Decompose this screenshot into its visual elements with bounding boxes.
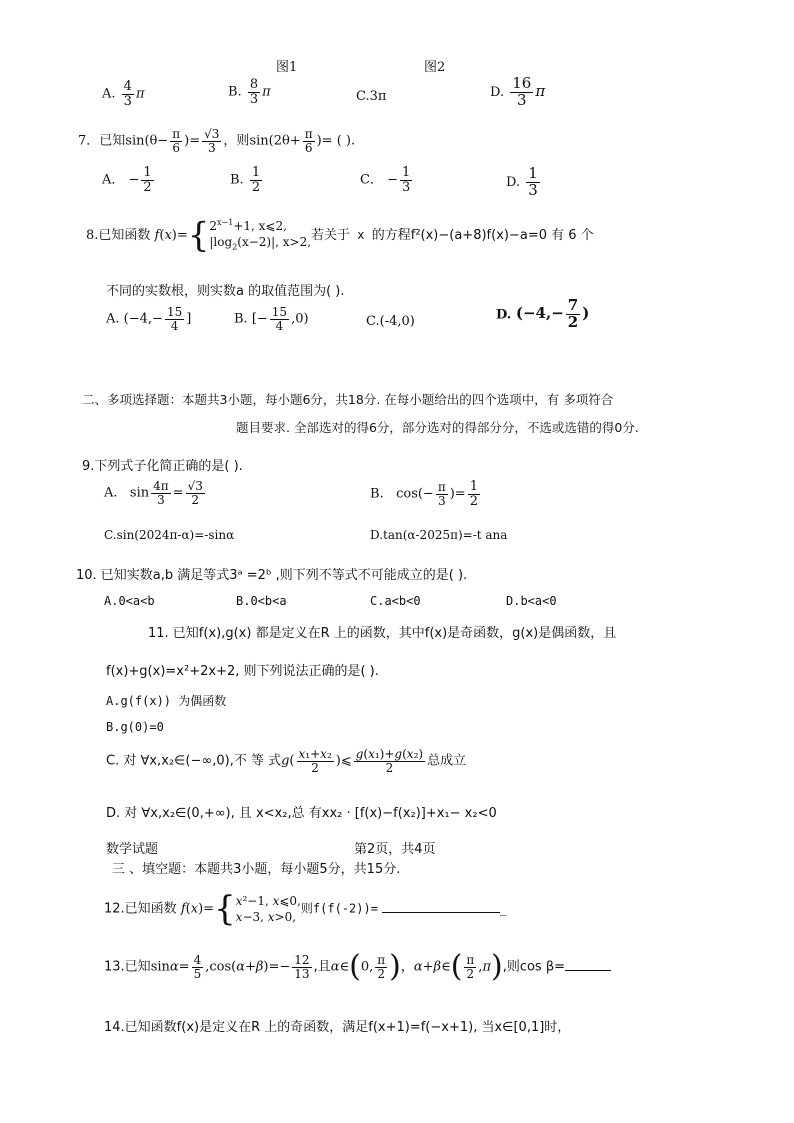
q8-option-b: B. [− $\frac{15}{4}$ ,0) bbox=[234, 305, 309, 333]
q13-stem: 13.已知sinα= $\frac{4}{5}$ ,cos(α+β)=− $\frac{12}{13}$ ,且α∈(0, $\frac{\pi}{2}$ )，α+β∈( $\frac{\pi}{2}$ ,π),则cos β= bbox=[104, 952, 611, 982]
q7-option-d: D. $\frac{1}{3}$ bbox=[506, 164, 538, 199]
q11-option-b: B.g(0)=0 bbox=[106, 720, 164, 734]
figure-2-label: 图2 bbox=[424, 60, 446, 75]
q11-option-d: D. 对 ∀x,x₂∈(0,+∞), 且 x<x₂,总 有xx₂ · [f(x)−f(x₂)]+x₁− x₂<0 bbox=[106, 806, 497, 821]
q6-option-a: A. $\frac{4}{3}$ π bbox=[102, 79, 145, 109]
q9-stem: 9.下列式子化简正确的是( ). bbox=[82, 459, 243, 474]
q7-option-c: C． − $\frac{1}{3}$ bbox=[360, 165, 411, 195]
figure-1-label: 图1 bbox=[276, 60, 298, 75]
q11-option-a: A.g(f(x)) 为偶函数 bbox=[106, 694, 227, 708]
q12-stem: 12.已知函数 f(x)={ x²−1, x⩽0, x−3, x>0, 则f(f(-2))= _ bbox=[104, 889, 507, 929]
q8-stem: 8.已知函数 f(x)={ $2^{x-1}+1$, x⩽2, $|\log_2(x-2)|$, x>2, 若关于 x 的方程f²(x)−(a+8)f(x)−a=0 有 6 个 bbox=[86, 215, 594, 256]
q9-option-a: A. sin $\frac{4\pi}{3}$ = $\frac{√3}{2}$ bbox=[104, 479, 203, 507]
q10-stem: 10. 已知实数a,b 满足等式3ᵃ =2ᵇ ,则下列不等式不可能成立的是( ). bbox=[76, 568, 468, 583]
q10-option-a: A.0<a<b bbox=[104, 594, 155, 608]
section2-heading-line1: 二、多项选择题：本题共3小题，每小题6分，共18分. 在每小题给出的四个选项中，有 多项符合 bbox=[82, 392, 614, 407]
page-footer-subject: 数学试题 bbox=[106, 842, 159, 857]
q10-option-b: B.0<b<a bbox=[236, 594, 287, 608]
q9-option-c: C.sin(2024π-α)=-sinα bbox=[104, 528, 235, 542]
q8-option-c: C.(-4,0) bbox=[366, 314, 415, 329]
q10-option-d: D.b<a<0 bbox=[506, 594, 557, 608]
q8-line2: 不同的实数根，则实数a 的取值范围为( ). bbox=[106, 284, 345, 299]
q11-option-c: C. 对 ∀x,x₂∈(−∞,0),不 等 式g( $\frac{\text{x₁+x₂}}{2}$ )⩽ $\frac{\text{g(x₁)+g(x₂)}}{2}$ 总成立 bbox=[106, 747, 467, 775]
q7-option-a: A． − $\frac{1}{2}$ bbox=[102, 165, 152, 195]
q11-stem-line2: f(x)+g(x)=x²+2x+2, 则下列说法正确的是( ). bbox=[106, 664, 379, 679]
q6-option-d: D. $\frac{16}{3}$ π bbox=[490, 74, 546, 109]
q8-option-a: A. (−4,− $\frac{15}{4}$ ] bbox=[106, 305, 192, 333]
q14-stem: 14.已知函数f(x)是定义在R 上的奇函数，满足f(x+1)=f(−x+1), 当x∈[0,1]时， bbox=[104, 1020, 571, 1035]
q6-option-b: B. $\frac{8}{3}$ π bbox=[228, 77, 271, 107]
section3-heading: 三 、填空题：本题共3小题，每小题5分，共15分. bbox=[112, 862, 401, 877]
q9-option-d: D.tan(α-2025π)=-t ana bbox=[370, 528, 508, 542]
q9-option-b: B. cos(− $\frac{\pi}{3}$ )= $\frac{1}{2}$ bbox=[370, 479, 478, 509]
q8-option-d: D. (−4,− $\frac{7}{2}$ ) bbox=[496, 296, 590, 331]
q7-stem: 7．已知sin(θ− $\frac{\pi}{6}$ )= $\frac{√3}{3}$ ，则sin(2θ+ $\frac{\pi}{6}$ )= ( ). bbox=[78, 127, 356, 155]
section2-heading-line2: 题目要求. 全部选对的得6分，部分选对的得部分分，不选或选错的得0分. bbox=[236, 420, 639, 435]
q6-option-c: C.3π bbox=[356, 89, 387, 104]
q11-stem-line1: 11. 已知f(x),g(x) 都是定义在R 上的函数，其中f(x)是奇函数，g(x)是偶函数，且 bbox=[148, 626, 617, 641]
q12-answer-blank[interactable] bbox=[382, 912, 500, 913]
q13-answer-blank[interactable] bbox=[565, 970, 611, 971]
q10-option-c: C.a<b<0 bbox=[370, 594, 421, 608]
q7-option-b: B. $\frac{1}{2}$ bbox=[230, 165, 261, 195]
page-footer-number: 第2页，共4页 bbox=[354, 842, 436, 857]
